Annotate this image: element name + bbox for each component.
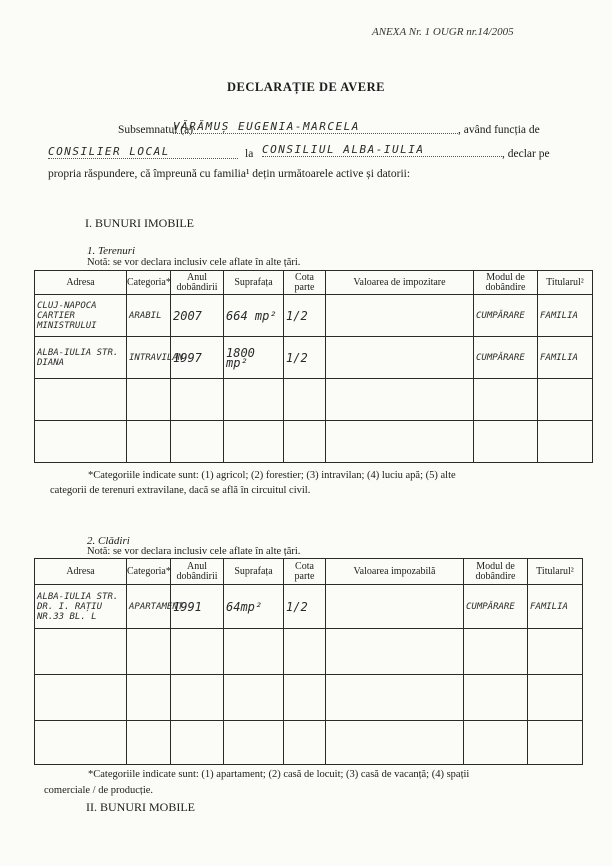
cell-empty [528,721,583,765]
cell-empty [224,379,284,421]
cell-empty [284,721,326,765]
header-cota-parte: Cota parte [284,271,326,295]
table-row [35,721,583,765]
document-title: DECLARAȚIE DE AVERE [227,80,385,94]
section-bunuri-imobile-title: I. BUNURI IMOBILE [85,216,194,230]
header-valoarea-impozabila: Valoarea impozabilă [326,559,464,585]
cell-categoria: ARABIL [127,295,171,337]
table-row [35,337,593,379]
cell-empty [224,421,284,463]
header-adresa: Adresa [35,271,127,295]
declarant-institution: CONSILIUL ALBA-IULIA [262,143,502,157]
section-bunuri-mobile-title: II. BUNURI MOBILE [86,800,195,814]
header-modul-dobandire: Modul de dobândire [474,271,538,295]
cell-titularul: FAMILIA [528,585,583,629]
cell-empty [171,379,224,421]
table-row [35,585,583,629]
header-modul-dobandire: Modul de dobândire [464,559,528,585]
intro-la: la [245,148,254,160]
subsection-terenuri-title: 1. Terenuri [87,245,136,257]
cell-empty [538,421,593,463]
cell-empty [284,629,326,675]
subsection-cladiri-title: 2. Clădiri [87,535,130,547]
cell-empty [127,721,171,765]
cell-empty [464,675,528,721]
cell-modul: CUMPĂRARE [474,337,538,379]
cladiri-table [34,558,583,765]
header-categoria: Categoria* [127,559,171,585]
declarant-function: CONSILIER LOCAL [48,145,238,159]
cladiri-footnote-line1: *Categoriile indicate sunt: (1) apartament; (2) casă de locuit; (3) casă de vacanță; (4) spații [88,769,470,780]
cell-empty [35,379,127,421]
table-row [35,379,593,421]
cell-empty [171,721,224,765]
intro-declar-pe: , declar pe [502,148,550,160]
cell-empty [224,629,284,675]
cell-categoria: INTRAVILAN [127,337,171,379]
intro-rest: propria răspundere, că împreună cu familia¹ dețin următoarele active și datorii: [48,168,411,180]
cladiri-header-row [35,559,583,585]
cell-empty [224,721,284,765]
terenuri-footnote-line2: categorii de terenuri extravilane, dacă se află în circuitul civil. [50,485,311,496]
cell-titularul: FAMILIA [538,295,593,337]
header-anul-dobandirii: Anul dobândirii [171,559,224,585]
table-row [35,675,583,721]
cell-empty [284,675,326,721]
cell-empty [284,379,326,421]
cell-suprafata: 664 mp² [224,295,284,337]
cell-empty [171,675,224,721]
table-row [35,629,583,675]
cell-empty [326,379,474,421]
cladiri-nota: Notă: se vor declara inclusiv cele aflate în alte țări. [87,546,301,557]
intro-subsemnatul: Subsemnatul (a) [118,124,194,136]
cell-suprafata: 64mp² [224,585,284,629]
cell-empty [326,675,464,721]
cell-empty [474,379,538,421]
cell-empty [35,675,127,721]
cell-empty [35,421,127,463]
cell-empty [127,379,171,421]
cell-empty [171,629,224,675]
cell-valoarea [326,337,474,379]
declarant-name: VĂRĂMUȘ EUGENIA-MARCELA [173,120,458,134]
cell-empty [326,629,464,675]
header-cota-parte: Cota parte [284,559,326,585]
cell-empty [528,629,583,675]
cell-empty [464,629,528,675]
cell-anul: 1991 [171,585,224,629]
cell-empty [326,721,464,765]
cell-cota: 1/2 [284,295,326,337]
cell-empty [528,675,583,721]
terenuri-header-row [35,271,593,295]
header-categoria: Categoria* [127,271,171,295]
table-row [35,295,593,337]
cell-modul: CUMPĂRARE [474,295,538,337]
cell-empty [326,421,474,463]
cell-empty [464,721,528,765]
terenuri-nota: Notă: se vor declara inclusiv cele aflate în alte țări. [87,257,301,268]
cell-empty [538,379,593,421]
cell-adresa: ALBA-IULIA STR. DR. I. RAȚIU NR.33 BL. L [35,585,127,629]
header-titularul: Titularul² [528,559,583,585]
cell-empty [224,675,284,721]
header-suprafata: Suprafața [224,271,284,295]
header-anul-dobandirii: Anul dobândirii [171,271,224,295]
cell-empty [284,421,326,463]
cell-cota: 1/2 [284,585,326,629]
cell-modul: CUMPĂRARE [464,585,528,629]
cell-titularul: FAMILIA [538,337,593,379]
cell-empty [171,421,224,463]
cell-cota: 1/2 [284,337,326,379]
cell-empty [127,421,171,463]
cell-suprafata: 1800 mp² [224,337,284,379]
cell-valoarea [326,585,464,629]
header-suprafata: Suprafața [224,559,284,585]
cell-anul: 2007 [171,295,224,337]
header-valoarea-impozitare: Valoarea de impozitare [326,271,474,295]
cell-empty [35,721,127,765]
terenuri-table [34,270,593,463]
header-titularul: Titularul² [538,271,593,295]
cell-empty [127,675,171,721]
terenuri-footnote-line1: *Categoriile indicate sunt: (1) agricol; (2) forestier; (3) intravilan; (4) luciu apă; (5) alte [88,470,456,481]
cell-adresa: CLUJ-NAPOCA CARTIER MINISTRULUI [35,295,127,337]
table-row [35,421,593,463]
cell-valoarea [326,295,474,337]
cladiri-footnote-line2: comerciale / de producție. [44,785,154,796]
intro-avand-functia: , având funcția de [458,124,540,136]
cell-categoria: APARTAMENT [127,585,171,629]
cell-adresa: ALBA-IULIA STR. DIANA [35,337,127,379]
cell-empty [474,421,538,463]
cell-empty [35,629,127,675]
cell-anul: 1997 [171,337,224,379]
cell-empty [127,629,171,675]
header-adresa: Adresa [35,559,127,585]
annex-reference: ANEXA Nr. 1 OUGR nr.14/2005 [372,26,514,38]
